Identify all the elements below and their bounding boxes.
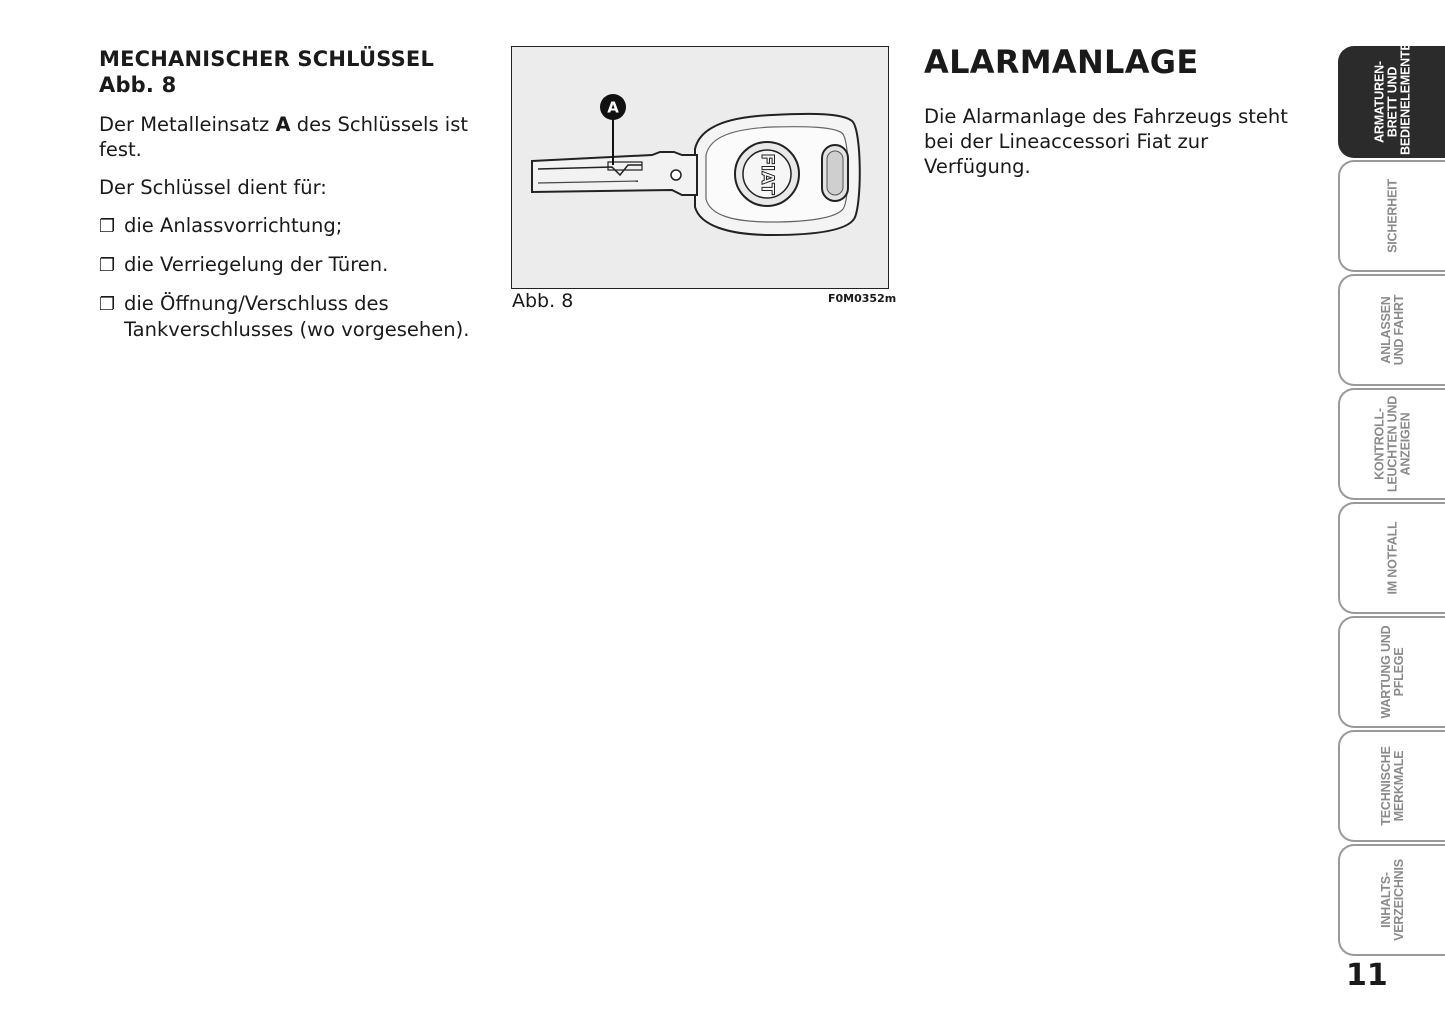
- callout-label-a: A: [607, 98, 619, 117]
- figure-caption: Abb. 8: [512, 290, 574, 312]
- para1-text-end: des Schlüssels ist fest.: [99, 113, 469, 161]
- tab-label: ARMATUREN- BRETT UND BEDIENELEMENTE: [1372, 42, 1412, 155]
- tab-wartung-und-pflege[interactable]: [1338, 616, 1445, 728]
- bullet-item: [99, 252, 499, 278]
- key-usage-intro: Der Schlüssel dient für:: [99, 176, 327, 199]
- bullet-text: die Öffnung/Verschluss des Tankverschlusses (wo vorgesehen).: [124, 292, 470, 341]
- right-column: [924, 42, 1314, 179]
- tab-label: SICHERHEIT: [1385, 179, 1399, 253]
- tab-label: IM NOTFALL: [1385, 521, 1399, 595]
- tab-armaturenbrett[interactable]: [1338, 42, 1445, 158]
- alarm-paragraph: Die Alarmanlage des Fahrzeugs steht bei der Lineaccessori Fiat zur Verfügung.: [924, 105, 1288, 178]
- checkbox-bullet-icon: ❐: [99, 255, 116, 276]
- key-insert-paragraph: [99, 112, 499, 162]
- fiat-logo-text: FIAT: [757, 153, 777, 195]
- callout-ref-a: A: [275, 113, 291, 136]
- tab-inhaltsverzeichnis[interactable]: [1338, 844, 1445, 956]
- heading-title: MECHANISCHER SCHLÜSSEL: [99, 47, 435, 71]
- heading-figure-ref: Abb. 8: [99, 73, 177, 97]
- bullet-item: [99, 291, 499, 342]
- tab-kontrollleuchten[interactable]: [1338, 388, 1445, 500]
- tab-sicherheit[interactable]: [1338, 160, 1445, 272]
- bullet-text: die Anlassvorrichtung;: [124, 214, 343, 237]
- figure-code: F0M0352m: [828, 292, 897, 305]
- key-illustration: [511, 46, 889, 289]
- page-number: 11: [1346, 958, 1388, 993]
- tab-im-notfall[interactable]: [1338, 502, 1445, 614]
- mechanical-key-icon: [512, 47, 887, 287]
- bullet-text: die Verriegelung der Türen.: [124, 253, 389, 276]
- tab-label: KONTROLL- LEUCHTEN UND ANZEIGEN: [1372, 395, 1412, 493]
- bullet-item: [99, 213, 499, 239]
- tab-label: WARTUNG UND PFLEGE: [1378, 625, 1406, 719]
- alarm-section-title: ALARMANLAGE: [924, 43, 1199, 81]
- tab-technische-merkmale[interactable]: [1338, 730, 1445, 842]
- checkbox-bullet-icon: ❐: [99, 216, 116, 237]
- tab-label: ANLASSEN UND FAHRT: [1378, 294, 1406, 366]
- left-column: [99, 46, 499, 342]
- tab-label: INHALTS- VERZEICHNIS: [1378, 859, 1406, 941]
- tab-label: TECHNISCHE MERKMALE: [1378, 746, 1406, 826]
- tab-anlassen-und-fahrt[interactable]: [1338, 274, 1445, 386]
- section-heading: [99, 46, 499, 98]
- para1-text-start: Der Metalleinsatz: [99, 113, 276, 136]
- checkbox-bullet-icon: ❐: [99, 294, 116, 315]
